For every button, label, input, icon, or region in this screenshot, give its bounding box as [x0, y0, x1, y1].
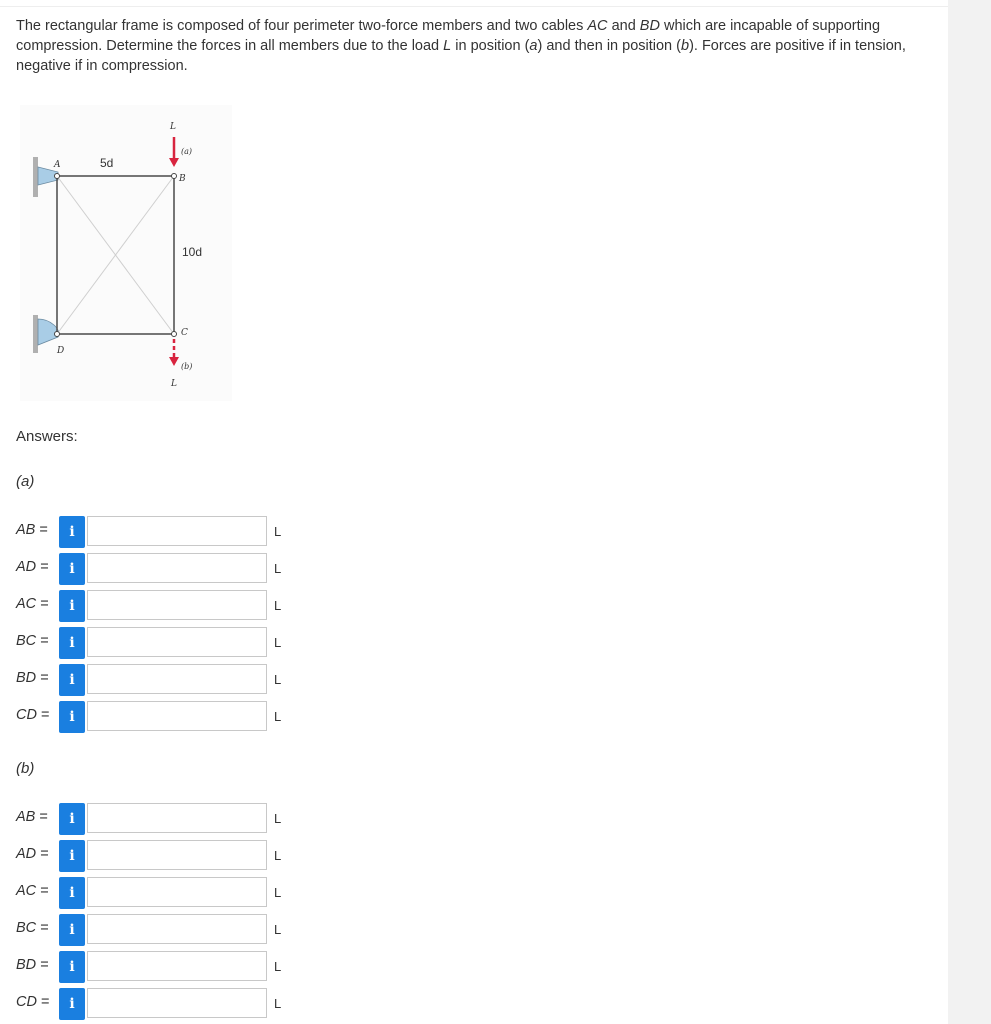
label-c: C — [181, 328, 188, 338]
answer-input-b-ab[interactable] — [87, 803, 267, 833]
answer-row-b-ac: AC = i L — [0, 877, 948, 909]
answer-input-b-ad[interactable] — [87, 840, 267, 870]
answer-input-b-ac[interactable] — [87, 877, 267, 907]
member-label: CD — [16, 994, 37, 1010]
member-label: AC — [16, 883, 37, 899]
info-icon[interactable]: i — [59, 803, 85, 835]
member-label: AC — [16, 596, 37, 612]
answer-row-a-bc: BC = i L — [0, 627, 948, 659]
member-label: CD — [16, 707, 37, 723]
unit-label: L — [274, 635, 282, 650]
answer-row-a-ab: AB = i L — [0, 516, 948, 548]
label-l-top: L — [170, 122, 176, 132]
member-label: AB — [16, 809, 36, 825]
answer-row-b-bd: BD = i L — [0, 951, 948, 983]
right-gutter — [948, 0, 991, 1024]
info-icon[interactable]: i — [59, 877, 85, 909]
unit-label: L — [274, 672, 282, 687]
info-icon[interactable]: i — [59, 951, 85, 983]
member-label: AB — [16, 522, 36, 538]
unit-label: L — [274, 811, 282, 826]
answer-row-a-cd: CD = i L — [0, 701, 948, 733]
answer-input-a-ac[interactable] — [87, 590, 267, 620]
label-l-bottom: L — [171, 379, 177, 389]
answer-input-a-bd[interactable] — [87, 664, 267, 694]
answer-input-b-bd[interactable] — [87, 951, 267, 981]
answer-input-b-cd[interactable] — [87, 988, 267, 1018]
member-label: BC — [16, 633, 37, 649]
info-icon[interactable]: i — [59, 553, 85, 585]
member-label: AD — [16, 559, 37, 575]
unit-label: L — [274, 885, 282, 900]
member-label: BD — [16, 957, 37, 973]
wall-top — [33, 157, 38, 197]
info-icon[interactable]: i — [59, 627, 85, 659]
unit-label: L — [274, 524, 282, 539]
label-d: D — [57, 346, 65, 356]
unit-label: L — [274, 959, 282, 974]
answer-row-a-bd: BD = i L — [0, 664, 948, 696]
question-text: The rectangular frame is composed of four perimeter two-force members and two cables AC and BD which are incapable of supporting compression. Determine the forces in all members due to the load L in position (a) and then in position (b). Forces are positive if in tension, negative if in compression. — [16, 18, 906, 74]
info-icon[interactable]: i — [59, 701, 85, 733]
load-arrowhead-b — [169, 357, 179, 366]
info-icon[interactable]: i — [59, 914, 85, 946]
member-label: BC — [16, 920, 37, 936]
answer-input-a-ab[interactable] — [87, 516, 267, 546]
label-pos-b: (b) — [181, 362, 193, 371]
unit-label: L — [274, 561, 282, 576]
member-label: BD — [16, 670, 37, 686]
label-b: B — [179, 174, 186, 184]
label-a: A — [54, 160, 61, 170]
answer-row-a-ad: AD = i L — [0, 553, 948, 585]
answer-row-a-ac: AC = i L — [0, 590, 948, 622]
joint-c — [172, 332, 177, 337]
info-icon[interactable]: i — [59, 590, 85, 622]
part-b-label: (b) — [16, 760, 35, 777]
unit-label: L — [274, 709, 282, 724]
top-divider — [0, 6, 948, 7]
load-arrowhead-a — [169, 158, 179, 167]
info-icon[interactable]: i — [59, 988, 85, 1020]
joint-b — [172, 174, 177, 179]
joint-d — [55, 332, 60, 337]
answer-row-b-cd: CD = i L — [0, 988, 948, 1020]
label-5d: 5d — [100, 156, 114, 170]
answer-input-b-bc[interactable] — [87, 914, 267, 944]
answer-row-b-bc: BC = i L — [0, 914, 948, 946]
label-10d: 10d — [182, 245, 203, 259]
unit-label: L — [274, 996, 282, 1011]
answer-input-a-cd[interactable] — [87, 701, 267, 731]
unit-label: L — [274, 848, 282, 863]
unit-label: L — [274, 598, 282, 613]
info-icon[interactable]: i — [59, 840, 85, 872]
answer-row-b-ab: AB = i L — [0, 803, 948, 835]
info-icon[interactable]: i — [59, 664, 85, 696]
answer-input-a-ad[interactable] — [87, 553, 267, 583]
frame-figure — [20, 105, 232, 401]
joint-a — [55, 174, 60, 179]
part-a-label: (a) — [16, 473, 35, 490]
answer-input-a-bc[interactable] — [87, 627, 267, 657]
member-label: AD — [16, 846, 37, 862]
info-icon[interactable]: i — [59, 516, 85, 548]
wall-bottom — [33, 315, 38, 353]
answers-heading: Answers: — [16, 428, 78, 445]
unit-label: L — [274, 922, 282, 937]
answer-row-b-ad: AD = i L — [0, 840, 948, 872]
label-pos-a: (a) — [181, 147, 193, 156]
